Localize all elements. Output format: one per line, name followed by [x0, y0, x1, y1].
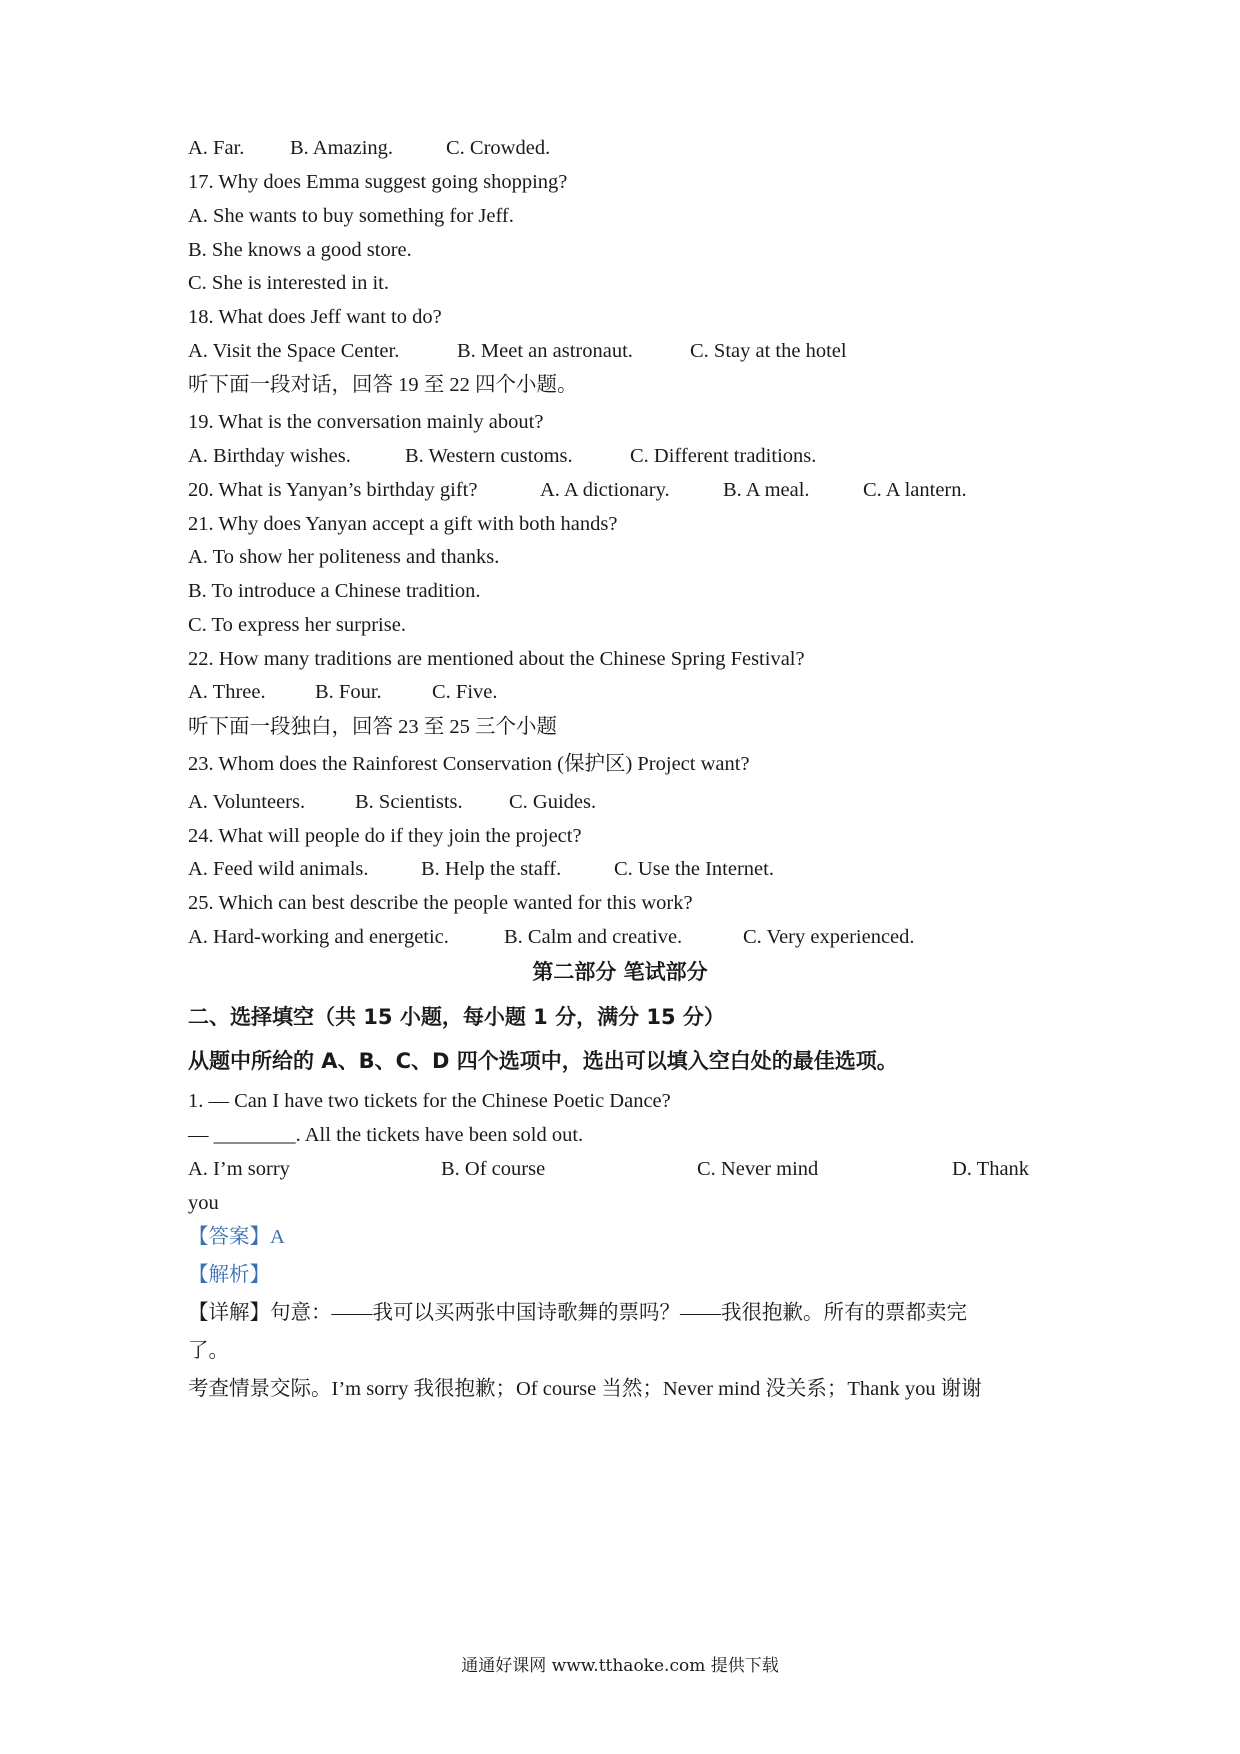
q23-option-a: A. Volunteers. — [188, 791, 306, 813]
w1-detail-line3: 考查情景交际。I’m sorry 我很抱歉；Of course 当然；Never mind 没关系；Thank you 谢谢 — [188, 1378, 982, 1400]
q19-option-c: C. Different traditions. — [630, 445, 817, 467]
q23-option-c: C. Guides. — [509, 791, 597, 813]
q21-option-a: A. To show her politeness and thanks. — [188, 546, 500, 568]
q25-question: 25. Which can best describe the people wanted for this work? — [188, 892, 693, 914]
q24-option-a: A. Feed wild animals. — [188, 858, 369, 880]
q16-option-c: C. Crowded. — [446, 137, 551, 159]
q19-question: 19. What is the conversation mainly about? — [188, 411, 544, 433]
q21-question: 21. Why does Yanyan accept a gift with both hands? — [188, 513, 618, 535]
q20-question: 20. What is Yanyan’s birthday gift? — [188, 479, 478, 501]
w1-option-d-wrap: you — [188, 1192, 219, 1214]
q24-option-b: B. Help the staff. — [421, 858, 562, 880]
w1-option-b: B. Of course — [441, 1158, 546, 1180]
section2-instruction: 从题中所给的 A、B、C、D 四个选项中，选出可以填入空白处的最佳选项。 — [188, 1049, 898, 1073]
instruction-19-22: 听下面一段对话，回答 19 至 22 四个小题。 — [188, 374, 578, 396]
q18-option-b: B. Meet an astronaut. — [457, 340, 633, 362]
q20-option-a: A. A dictionary. — [540, 479, 670, 501]
w1-detail-line1: 【详解】句意：——我可以买两张中国诗歌舞的票吗？——我很抱歉。所有的票都卖完 — [188, 1302, 967, 1324]
q16-option-a: A. Far. — [188, 137, 245, 159]
q21-option-b: B. To introduce a Chinese tradition. — [188, 580, 481, 602]
q19-option-a: A. Birthday wishes. — [188, 445, 351, 467]
w1-line1: 1. — Can I have two tickets for the Chinese Poetic Dance? — [188, 1090, 671, 1112]
q24-option-c: C. Use the Internet. — [614, 858, 774, 880]
q23-question: 23. Whom does the Rainforest Conservation (保护区) Project want? — [188, 753, 750, 775]
w1-option-c: C. Never mind — [697, 1158, 819, 1180]
q22-question: 22. How many traditions are mentioned about the Chinese Spring Festival? — [188, 648, 805, 670]
w1-analysis-label: 【解析】 — [188, 1264, 270, 1286]
q16-option-b: B. Amazing. — [290, 137, 394, 159]
q17-option-a: A. She wants to buy something for Jeff. — [188, 205, 514, 227]
w1-option-a: A. I’m sorry — [188, 1158, 290, 1180]
q25-option-a: A. Hard-working and energetic. — [188, 926, 449, 948]
q17-question: 17. Why does Emma suggest going shopping? — [188, 171, 568, 193]
q20-option-b: B. A meal. — [723, 479, 810, 501]
q17-option-b: B. She knows a good store. — [188, 239, 412, 261]
q21-option-c: C. To express her surprise. — [188, 614, 406, 636]
q18-option-c: C. Stay at the hotel — [690, 340, 847, 362]
q20-option-c: C. A lantern. — [863, 479, 967, 501]
section2-title: 二、选择填空（共 15 小题，每小题 1 分，满分 15 分） — [188, 1005, 725, 1029]
q22-option-c: C. Five. — [432, 681, 498, 703]
instruction-23-25: 听下面一段独白，回答 23 至 25 三个小题 — [188, 716, 557, 738]
q23-option-b: B. Scientists. — [355, 791, 463, 813]
q24-question: 24. What will people do if they join the project? — [188, 825, 582, 847]
page-footer: 通通好课网 www.tthaoke.com 提供下载 — [461, 1656, 779, 1676]
q22-option-a: A. Three. — [188, 681, 266, 703]
q25-option-b: B. Calm and creative. — [504, 926, 683, 948]
q18-question: 18. What does Jeff want to do? — [188, 306, 442, 328]
w1-detail-line2: 了。 — [188, 1340, 229, 1362]
w1-option-d: D. Thank — [952, 1158, 1030, 1180]
q18-option-a: A. Visit the Space Center. — [188, 340, 400, 362]
w1-answer: 【答案】A — [188, 1226, 285, 1248]
q25-option-c: C. Very experienced. — [743, 926, 915, 948]
q17-option-c: C. She is interested in it. — [188, 272, 389, 294]
q19-option-b: B. Western customs. — [405, 445, 573, 467]
w1-line2: — ________. All the tickets have been sold out. — [188, 1124, 584, 1146]
part2-title: 第二部分 笔试部分 — [532, 960, 708, 984]
q22-option-b: B. Four. — [315, 681, 382, 703]
